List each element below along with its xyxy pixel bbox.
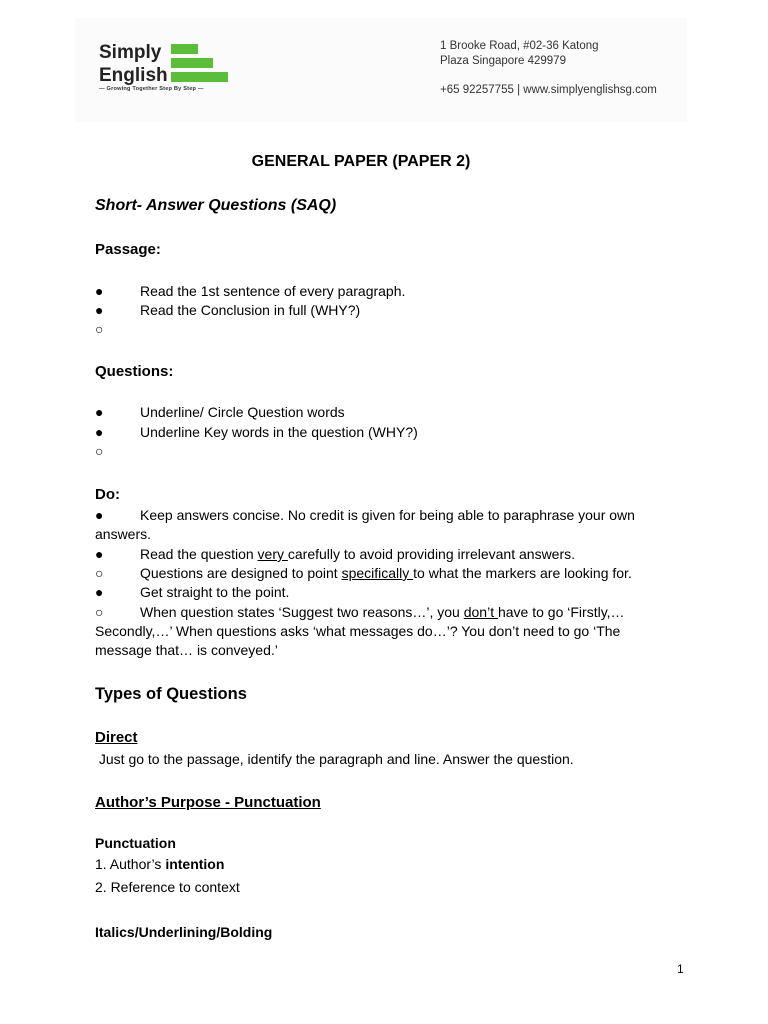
punctuation-item-1-emphasis: intention [165,856,225,872]
do-item-5-emphasis: don’t [463,604,498,620]
logo-tagline: — Growing Together Step By Step — [99,86,204,92]
sub-bullet-marker: ○ [95,604,104,620]
authors-purpose-heading: Author’s Purpose - Punctuation [95,794,321,811]
logo-bar-long [171,72,228,82]
punctuation-subheading: Punctuation [95,835,176,851]
do-item-3 [140,564,632,584]
do-item-1-line-2: answers. [95,526,152,542]
passage-item-1: Read the 1st sentence of every paragraph. [140,283,406,299]
do-item-4: Get straight to the point. [140,584,290,600]
logo-text-simply: Simply [99,42,162,63]
bullet-marker: ● [95,283,104,299]
questions-heading: Questions: [95,363,174,380]
address-line-1: 1 Brooke Road, #02-36 Katong [440,40,599,52]
bullet-marker: ● [95,546,104,562]
questions-item-2: Underline Key words in the question (WHY?) [140,424,418,440]
empty-sub-bullet-marker: ○ [95,443,104,459]
do-item-2-emphasis: very [257,546,288,562]
bullet-marker: ● [95,507,104,523]
punctuation-item-1 [95,855,224,875]
do-item-5-pre: When question states ‘Suggest two reasons…’, you [140,604,464,620]
types-of-questions-heading: Types of Questions [95,685,247,703]
passage-item-2: Read the Conclusion in full (WHY?) [140,302,361,318]
page-number: 1 [677,962,684,976]
do-item-3-post: to what the markers are looking for. [413,565,632,581]
empty-sub-bullet-marker: ○ [95,321,104,337]
do-item-5-post: have to go ‘Firstly,… [497,604,625,620]
document-title: GENERAL PAPER (PAPER 2) [251,153,471,170]
bullet-marker: ● [95,302,104,318]
direct-heading: Direct [95,729,138,746]
bullet-marker: ● [95,584,104,600]
do-item-2-post: carefully to avoid providing irrelevant answers. [287,546,576,562]
logo-bar-medium [171,58,213,68]
contact-line: +65 92257755 | www.simplyenglishsg.com [440,84,657,96]
sub-bullet-marker: ○ [95,565,104,581]
logo-bar-short [171,44,198,54]
punctuation-item-1-pre: 1. Author’s [95,856,166,872]
do-item-2-pre: Read the question [140,546,258,562]
do-item-3-emphasis: specifically [341,565,414,581]
do-item-5-line-1 [140,603,625,623]
do-item-3-pre: Questions are designed to point [140,565,342,581]
italics-underlining-bolding-heading: Italics/Underlining/Bolding [95,924,273,940]
saq-heading: Short- Answer Questions (SAQ) [95,197,337,214]
punctuation-item-2: 2. Reference to context [95,879,240,895]
do-item-5-line-2: Secondly,…’ When questions asks ‘what messages do…’? You don’t need to go ‘The [95,623,621,639]
passage-heading: Passage: [95,241,161,258]
do-heading: Do: [95,486,120,503]
do-item-5-line-3: message that… is conveyed.’ [95,642,278,658]
logo-text-english: English [99,65,168,86]
bullet-marker: ● [95,424,104,440]
direct-text: Just go to the passage, identify the paragraph and line. Answer the question. [95,751,574,767]
do-item-1-line-1: Keep answers concise. No credit is given for being able to paraphrase your own [140,507,635,523]
do-item-2 [140,545,575,565]
bullet-marker: ● [95,404,104,420]
questions-item-1: Underline/ Circle Question words [140,404,345,420]
address-line-2: Plaza Singapore 429979 [440,55,566,67]
